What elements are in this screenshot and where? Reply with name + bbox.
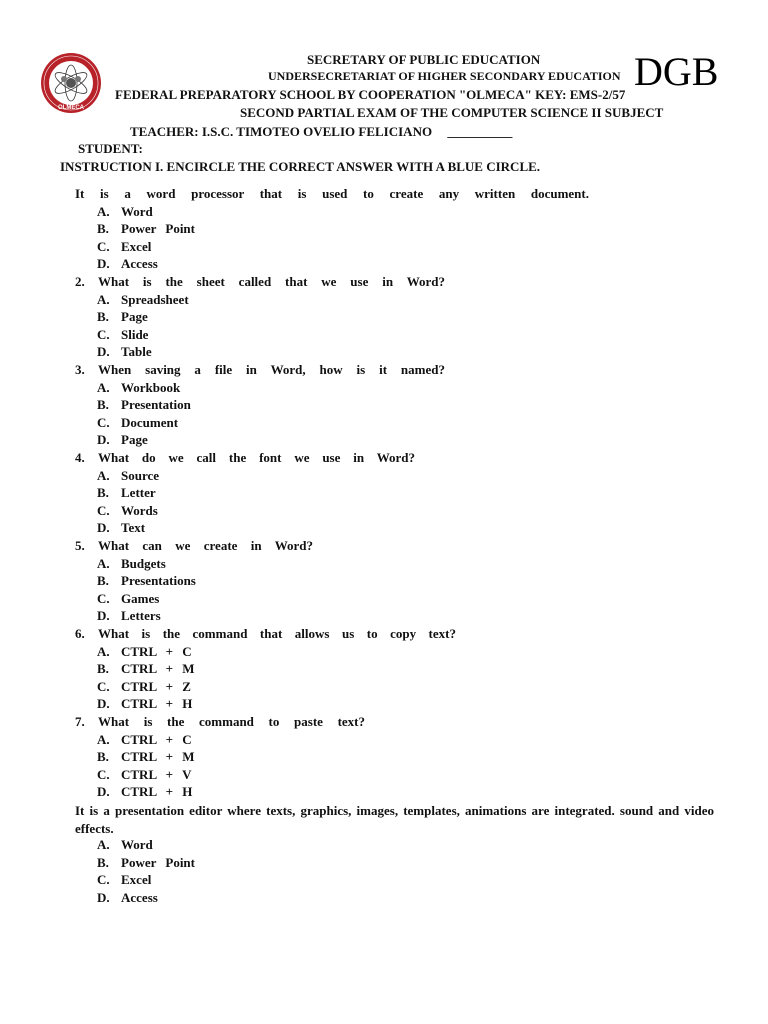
- option-text: CTRL + C: [121, 731, 192, 747]
- option-letter: C.: [97, 414, 110, 430]
- option-text: Power Point: [121, 854, 195, 870]
- question-number: 5.: [75, 538, 85, 553]
- question-6: [75, 626, 456, 642]
- option-text: CTRL + M: [121, 749, 195, 765]
- option-letter: A.: [97, 379, 110, 395]
- answer-option[interactable]: [97, 696, 192, 712]
- option-letter: A.: [97, 837, 110, 853]
- option-letter: C.: [97, 872, 110, 888]
- answer-option[interactable]: [97, 573, 196, 589]
- answer-option[interactable]: [97, 344, 152, 360]
- option-letter: B.: [97, 309, 109, 325]
- option-letter: A.: [97, 555, 110, 571]
- logo-text: OLMECA: [58, 105, 84, 111]
- option-letter: C.: [97, 678, 110, 694]
- answer-option[interactable]: [97, 397, 191, 413]
- option-text: CTRL + H: [121, 784, 193, 800]
- answer-option[interactable]: [97, 204, 153, 220]
- teacher-name: TEACHER: I.S.C. TIMOTEO OVELIO FELICIANO: [130, 124, 433, 139]
- option-letter: D.: [97, 344, 110, 360]
- header-line-undersecretariat: UNDERSECRETARIAT OF HIGHER SECONDARY EDUCATION: [268, 69, 621, 83]
- option-letter: B.: [97, 485, 109, 501]
- question-text: What is the sheet called that we use in Word?: [98, 274, 445, 289]
- answer-option[interactable]: [97, 872, 151, 888]
- option-text: Letters: [121, 608, 161, 624]
- question-number: 3.: [75, 362, 85, 377]
- option-letter: A.: [97, 203, 110, 219]
- answer-option[interactable]: [97, 591, 159, 607]
- option-text: Budgets: [121, 555, 166, 571]
- option-letter: C.: [97, 238, 110, 254]
- option-letter: D.: [97, 608, 110, 624]
- option-letter: B.: [97, 854, 109, 870]
- option-text: Word: [121, 203, 153, 219]
- option-letter: B.: [97, 749, 109, 765]
- option-letter: D.: [97, 696, 110, 712]
- answer-option[interactable]: [97, 837, 153, 853]
- answer-option[interactable]: [97, 661, 195, 677]
- option-text: Power Point: [121, 221, 195, 237]
- option-letter: A.: [97, 731, 110, 747]
- option-text: Workbook: [121, 379, 181, 395]
- question-1: [75, 186, 589, 202]
- option-text: Text: [121, 520, 146, 536]
- option-text: Document: [121, 414, 179, 430]
- answer-option[interactable]: [97, 485, 156, 501]
- answer-option[interactable]: [97, 679, 191, 695]
- answer-option[interactable]: [97, 239, 151, 255]
- answer-option[interactable]: [97, 415, 178, 431]
- question-text: What do we call the font we use in Word?: [98, 450, 415, 465]
- dgb-mark: DGB: [634, 49, 719, 94]
- option-letter: A.: [97, 291, 110, 307]
- option-text: CTRL + Z: [121, 678, 191, 694]
- header-line-school: FEDERAL PREPARATORY SCHOOL BY COOPERATION "OLMECA" KEY: EMS-2/57: [115, 87, 626, 102]
- teacher-blank: __________: [447, 124, 513, 139]
- question-text: What is the command to paste text?: [98, 714, 365, 729]
- option-letter: B.: [97, 661, 109, 677]
- answer-option[interactable]: [97, 380, 180, 396]
- option-letter: D.: [97, 784, 110, 800]
- option-text: CTRL + C: [121, 643, 192, 659]
- option-text: Page: [121, 432, 148, 448]
- question-4: [75, 450, 415, 466]
- answer-option[interactable]: [97, 256, 158, 272]
- option-text: Presentation: [121, 397, 191, 413]
- option-text: Words: [121, 502, 158, 518]
- option-text: Letter: [121, 485, 156, 501]
- question-number: 4.: [75, 450, 85, 465]
- question-number: 2.: [75, 274, 85, 289]
- question-7: [75, 714, 365, 730]
- question-number: 7.: [75, 714, 85, 729]
- option-text: Slide: [121, 326, 149, 342]
- student-label: STUDENT:: [78, 141, 143, 156]
- question-text: It is a presentation editor where texts, graphics, images, templates, animations are integrated. sound and video effects.: [75, 803, 714, 836]
- option-text: Table: [121, 344, 152, 360]
- option-text: Spreadsheet: [121, 291, 189, 307]
- option-text: Access: [121, 890, 158, 905]
- option-letter: D.: [97, 890, 110, 905]
- answer-option[interactable]: [97, 749, 195, 765]
- answer-option[interactable]: [97, 432, 148, 448]
- option-letter: C.: [97, 590, 110, 606]
- option-text: CTRL + M: [121, 661, 195, 677]
- answer-option[interactable]: [97, 309, 148, 325]
- option-letter: D.: [97, 432, 110, 448]
- answer-option[interactable]: [97, 784, 192, 800]
- answer-option[interactable]: [97, 855, 195, 871]
- answer-option[interactable]: [97, 292, 189, 308]
- option-letter: A.: [97, 467, 110, 483]
- question-text: What is the command that allows us to copy text?: [98, 626, 456, 641]
- question-text: What can we create in Word?: [98, 538, 313, 553]
- option-text: CTRL + V: [121, 766, 192, 782]
- header-line-exam-title: SECOND PARTIAL EXAM OF THE COMPUTER SCIENCE II SUBJECT: [240, 105, 664, 120]
- answer-option[interactable]: [97, 644, 192, 660]
- teacher-line: [130, 124, 512, 140]
- answer-option[interactable]: [97, 890, 158, 906]
- option-letter: C.: [97, 766, 110, 782]
- option-text: Games: [121, 590, 160, 606]
- answer-option[interactable]: [97, 520, 145, 536]
- option-text: Presentations: [121, 573, 196, 589]
- answer-option[interactable]: [97, 732, 192, 748]
- answer-option[interactable]: [97, 556, 166, 572]
- option-letter: A.: [97, 643, 110, 659]
- option-text: Access: [121, 256, 158, 272]
- question-text: It is a word processor that is used to create any written document.: [75, 186, 589, 201]
- answer-option[interactable]: [97, 503, 158, 519]
- question-2: [75, 274, 445, 290]
- option-letter: C.: [97, 502, 110, 518]
- question-number: 6.: [75, 626, 85, 641]
- answer-option[interactable]: [97, 608, 161, 624]
- answer-option[interactable]: [97, 327, 148, 343]
- header-line-secretary: SECRETARY OF PUBLIC EDUCATION: [307, 52, 541, 67]
- option-text: Source: [121, 467, 160, 483]
- answer-option[interactable]: [97, 767, 191, 783]
- option-letter: B.: [97, 573, 109, 589]
- option-text: Word: [121, 837, 153, 853]
- option-letter: C.: [97, 326, 110, 342]
- question-3: [75, 362, 445, 378]
- option-text: CTRL + H: [121, 696, 193, 712]
- option-text: Excel: [121, 238, 152, 254]
- option-letter: B.: [97, 397, 109, 413]
- option-letter: D.: [97, 256, 110, 272]
- school-seal-logo: [40, 52, 102, 114]
- question-5: [75, 538, 313, 554]
- option-letter: D.: [97, 520, 110, 536]
- option-text: Excel: [121, 872, 152, 888]
- option-letter: B.: [97, 221, 109, 237]
- instruction: INSTRUCTION I. ENCIRCLE THE CORRECT ANSWER WITH A BLUE CIRCLE.: [60, 159, 541, 174]
- option-text: Page: [121, 309, 148, 325]
- answer-option[interactable]: [97, 221, 195, 237]
- question-text: When saving a file in Word, how is it named?: [98, 362, 445, 377]
- answer-option[interactable]: [97, 468, 159, 484]
